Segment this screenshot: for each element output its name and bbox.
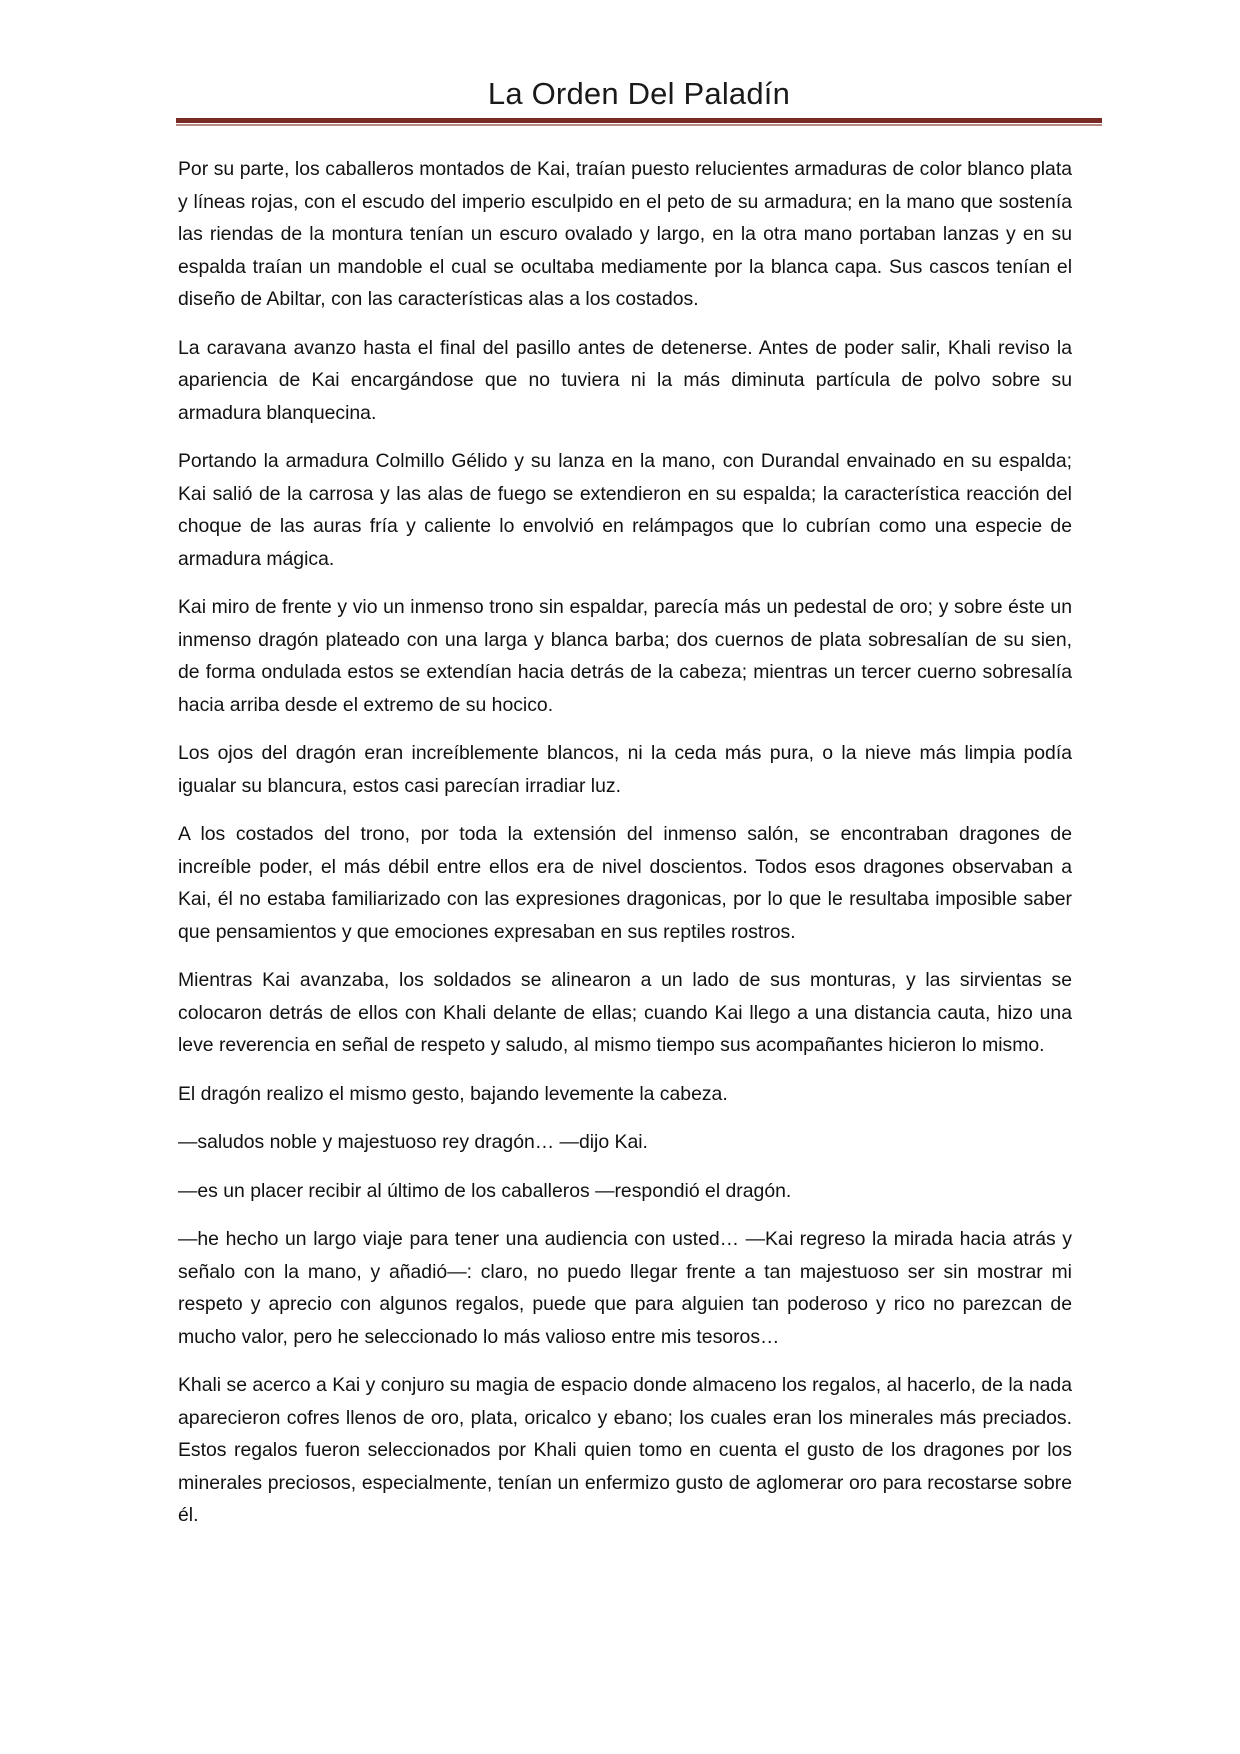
body-text [178,153,1072,1548]
dialogue-line: —he hecho un largo viaje para tener una audiencia con usted… —Kai regreso la mirada hacia atrás y señalo con la mano, y añadió—: claro, no puedo llegar frente a tan majestuoso ser sin mostrar mi respeto y aprecio con algunos regalos, puede que para alguien tan poderoso y rico no parezcan de mucho valor, pero he seleccionado lo más valioso entre mis tesoros… [178,1228,1072,1348]
paragraph: A los costados del trono, por toda la extensión del inmenso salón, se encontraban dragones de increíble poder, el más débil entre ellos era de nivel doscientos. Todos esos dragones observaban a Kai, él no estaba familiarizado con las expresiones dragonicas, por lo que le resultaba imposible saber que pensamientos y que emociones expresaban en sus reptiles rostros. [178,823,1072,943]
paragraph: La caravana avanzo hasta el final del pasillo antes de detenerse. Antes de poder salir, Khali reviso la apariencia de Kai encargándose que no tuviera ni la más diminuta partícula de polvo sobre su armadura blanquecina. [178,336,1072,424]
header-rule-thin [176,124,1102,126]
dialogue-line: —saludos noble y majestuoso rey dragón… —dijo Kai. [178,1131,648,1153]
paragraph: Por su parte, los caballeros montados de Kai, traían puesto relucientes armaduras de color blanco plata y líneas rojas, con el escudo del imperio esculpido en el peto de su armadura; en la mano que sostenía las riendas de la montura tenían un escuro ovalado y largo, en la otra mano portaban lanzas y en su espalda traían un mandoble el cual se ocultaba mediamente por la blanca capa. Sus cascos tenían el diseño de Abiltar, con las características alas a los costados. [178,158,1072,310]
paragraph: Khali se acerco a Kai y conjuro su magia de espacio donde almaceno los regalos, al hacerlo, de la nada aparecieron cofres llenos de oro, plata, oricalco y ebano; los cuales eran los minerales más preciados. Estos regalos fueron seleccionados por Khali quien tomo en cuenta el gusto de los dragones por los minerales preciosos, especialmente, tenían un enfermizo gusto de aglomerar oro para recostarse sobre él. [178,1374,1072,1526]
paragraph: El dragón realizo el mismo gesto, bajando levemente la cabeza. [178,1082,728,1105]
paragraph: Los ojos del dragón eran increíblemente blancos, ni la ceda más pura, o la nieve más limpia podía igualar su blancura, estos casi parecían irradiar luz. [178,742,1072,797]
paragraph: Kai miro de frente y vio un inmenso trono sin espaldar, parecía más un pedestal de oro; y sobre éste un inmenso dragón plateado con una larga y blanca barba; dos cuernos de plata sobresalían de su sien, de forma ondulada estos se extendían hacia detrás de la cabeza; mientras un tercer cuerno sobresalía hacia arriba desde el extremo de su hocico. [178,596,1072,716]
running-title: La Orden Del Paladín [487,76,791,111]
paragraph: Mientras Kai avanzaba, los soldados se alinearon a un lado de sus monturas, y las sirvientas se colocaron detrás de ellos con Khali delante de ellas; cuando Kai llego a una distancia cauta, hizo una leve reverencia en señal de respeto y saludo, al mismo tiempo sus acompañantes hicieron lo mismo. [178,969,1072,1056]
header-rule-thick [176,118,1102,123]
dialogue-line: —es un placer recibir al último de los caballeros —respondió el dragón. [178,1179,792,1202]
paragraph: Portando la armadura Colmillo Gélido y su lanza en la mano, con Durandal envainado en su espalda; Kai salió de la carrosa y las alas de fuego se extendieron en su espalda; la característica reacción del choque de las auras fría y caliente lo envolvió en relámpagos que lo cubrían como una especie de armadura mágica. [178,450,1072,570]
page-header [176,72,1102,116]
